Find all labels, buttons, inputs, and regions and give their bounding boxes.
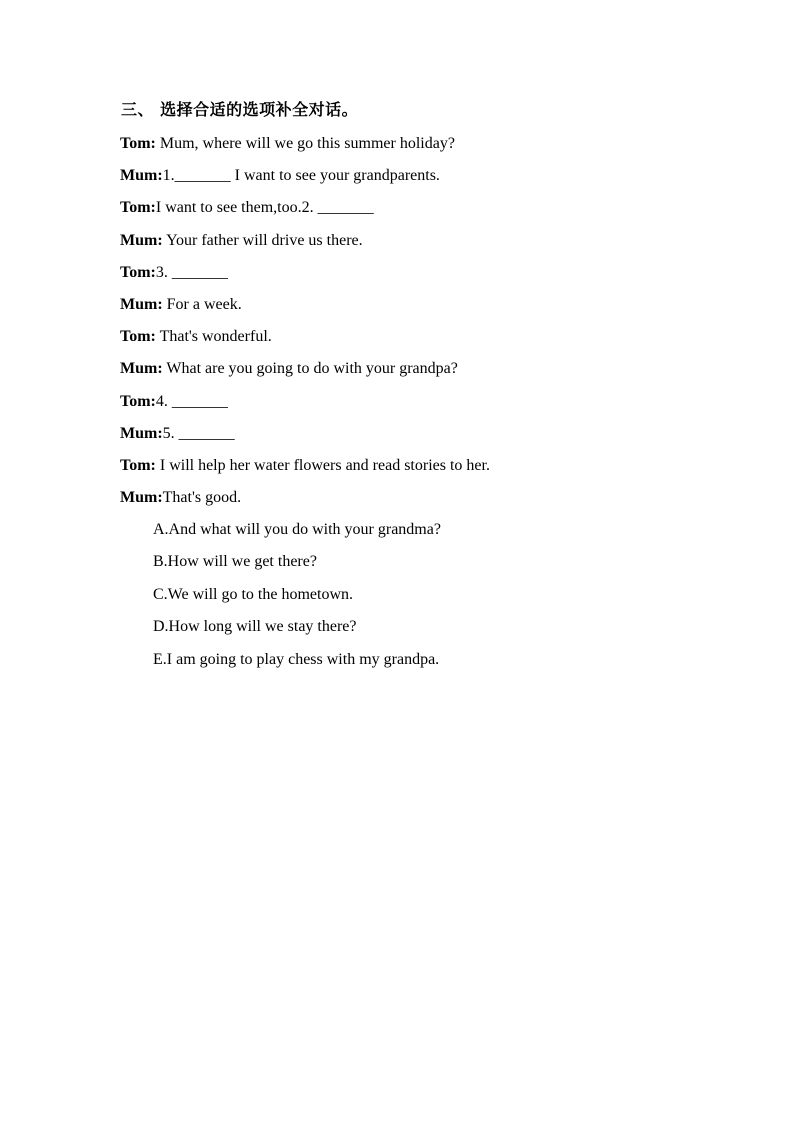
section-heading: 三、 选择合适的选项补全对话。 bbox=[121, 100, 359, 119]
option-d: D.How long will we stay there? bbox=[153, 618, 357, 636]
speaker-label: Mum: bbox=[120, 231, 163, 249]
speaker-label: Mum: bbox=[120, 295, 163, 313]
dialogue-text: That's good. bbox=[162, 489, 242, 507]
dialogue-line bbox=[120, 260, 490, 292]
dialogue-text: 1._______ I want to see your grandparents. bbox=[162, 167, 440, 185]
dialogue-block bbox=[120, 131, 490, 517]
speaker-label: Tom: bbox=[120, 456, 156, 474]
option-e: E.I am going to play chess with my grandpa. bbox=[153, 650, 440, 668]
dialogue-text: Your father will drive us there. bbox=[162, 231, 363, 249]
option-c: C.We will go to the hometown. bbox=[153, 585, 354, 603]
dialogue-line bbox=[120, 195, 490, 227]
dialogue-text: I will help her water flowers and read stories to her. bbox=[155, 456, 490, 474]
speaker-label: Tom: bbox=[120, 199, 156, 217]
dialogue-line bbox=[120, 292, 490, 324]
dialogue-line bbox=[120, 163, 490, 195]
speaker-label: Tom: bbox=[120, 135, 156, 152]
dialogue-text: That's wonderful. bbox=[155, 328, 272, 346]
dialogue-line bbox=[120, 485, 490, 517]
dialogue-text: Mum, where will we go this summer holiday? bbox=[155, 135, 455, 152]
dialogue-text: I want to see them,too.2. _______ bbox=[155, 199, 374, 217]
speaker-label: Mum: bbox=[120, 489, 163, 507]
speaker-label: Mum: bbox=[120, 424, 163, 442]
dialogue-text: For a week. bbox=[162, 295, 242, 313]
dialogue-line bbox=[120, 356, 490, 388]
dialogue-text: What are you going to do with your grandpa? bbox=[162, 360, 458, 378]
dialogue-line bbox=[120, 421, 490, 453]
speaker-label: Tom: bbox=[120, 392, 156, 410]
answer-options bbox=[153, 517, 441, 679]
option-a: A.And what will you do with your grandma? bbox=[153, 521, 441, 538]
option-b: B.How will we get there? bbox=[153, 553, 317, 571]
dialogue-text: 3. _______ bbox=[155, 263, 228, 281]
speaker-label: Tom: bbox=[120, 328, 156, 346]
dialogue-text: 4. _______ bbox=[155, 392, 228, 410]
speaker-label: Mum: bbox=[120, 167, 163, 185]
speaker-label: Tom: bbox=[120, 263, 156, 281]
dialogue-line bbox=[120, 131, 490, 163]
dialogue-line bbox=[120, 228, 490, 260]
speaker-label: Mum: bbox=[120, 360, 163, 378]
dialogue-line bbox=[120, 389, 490, 421]
dialogue-line bbox=[120, 453, 490, 485]
dialogue-text: 5. _______ bbox=[162, 424, 235, 442]
dialogue-line bbox=[120, 324, 490, 356]
